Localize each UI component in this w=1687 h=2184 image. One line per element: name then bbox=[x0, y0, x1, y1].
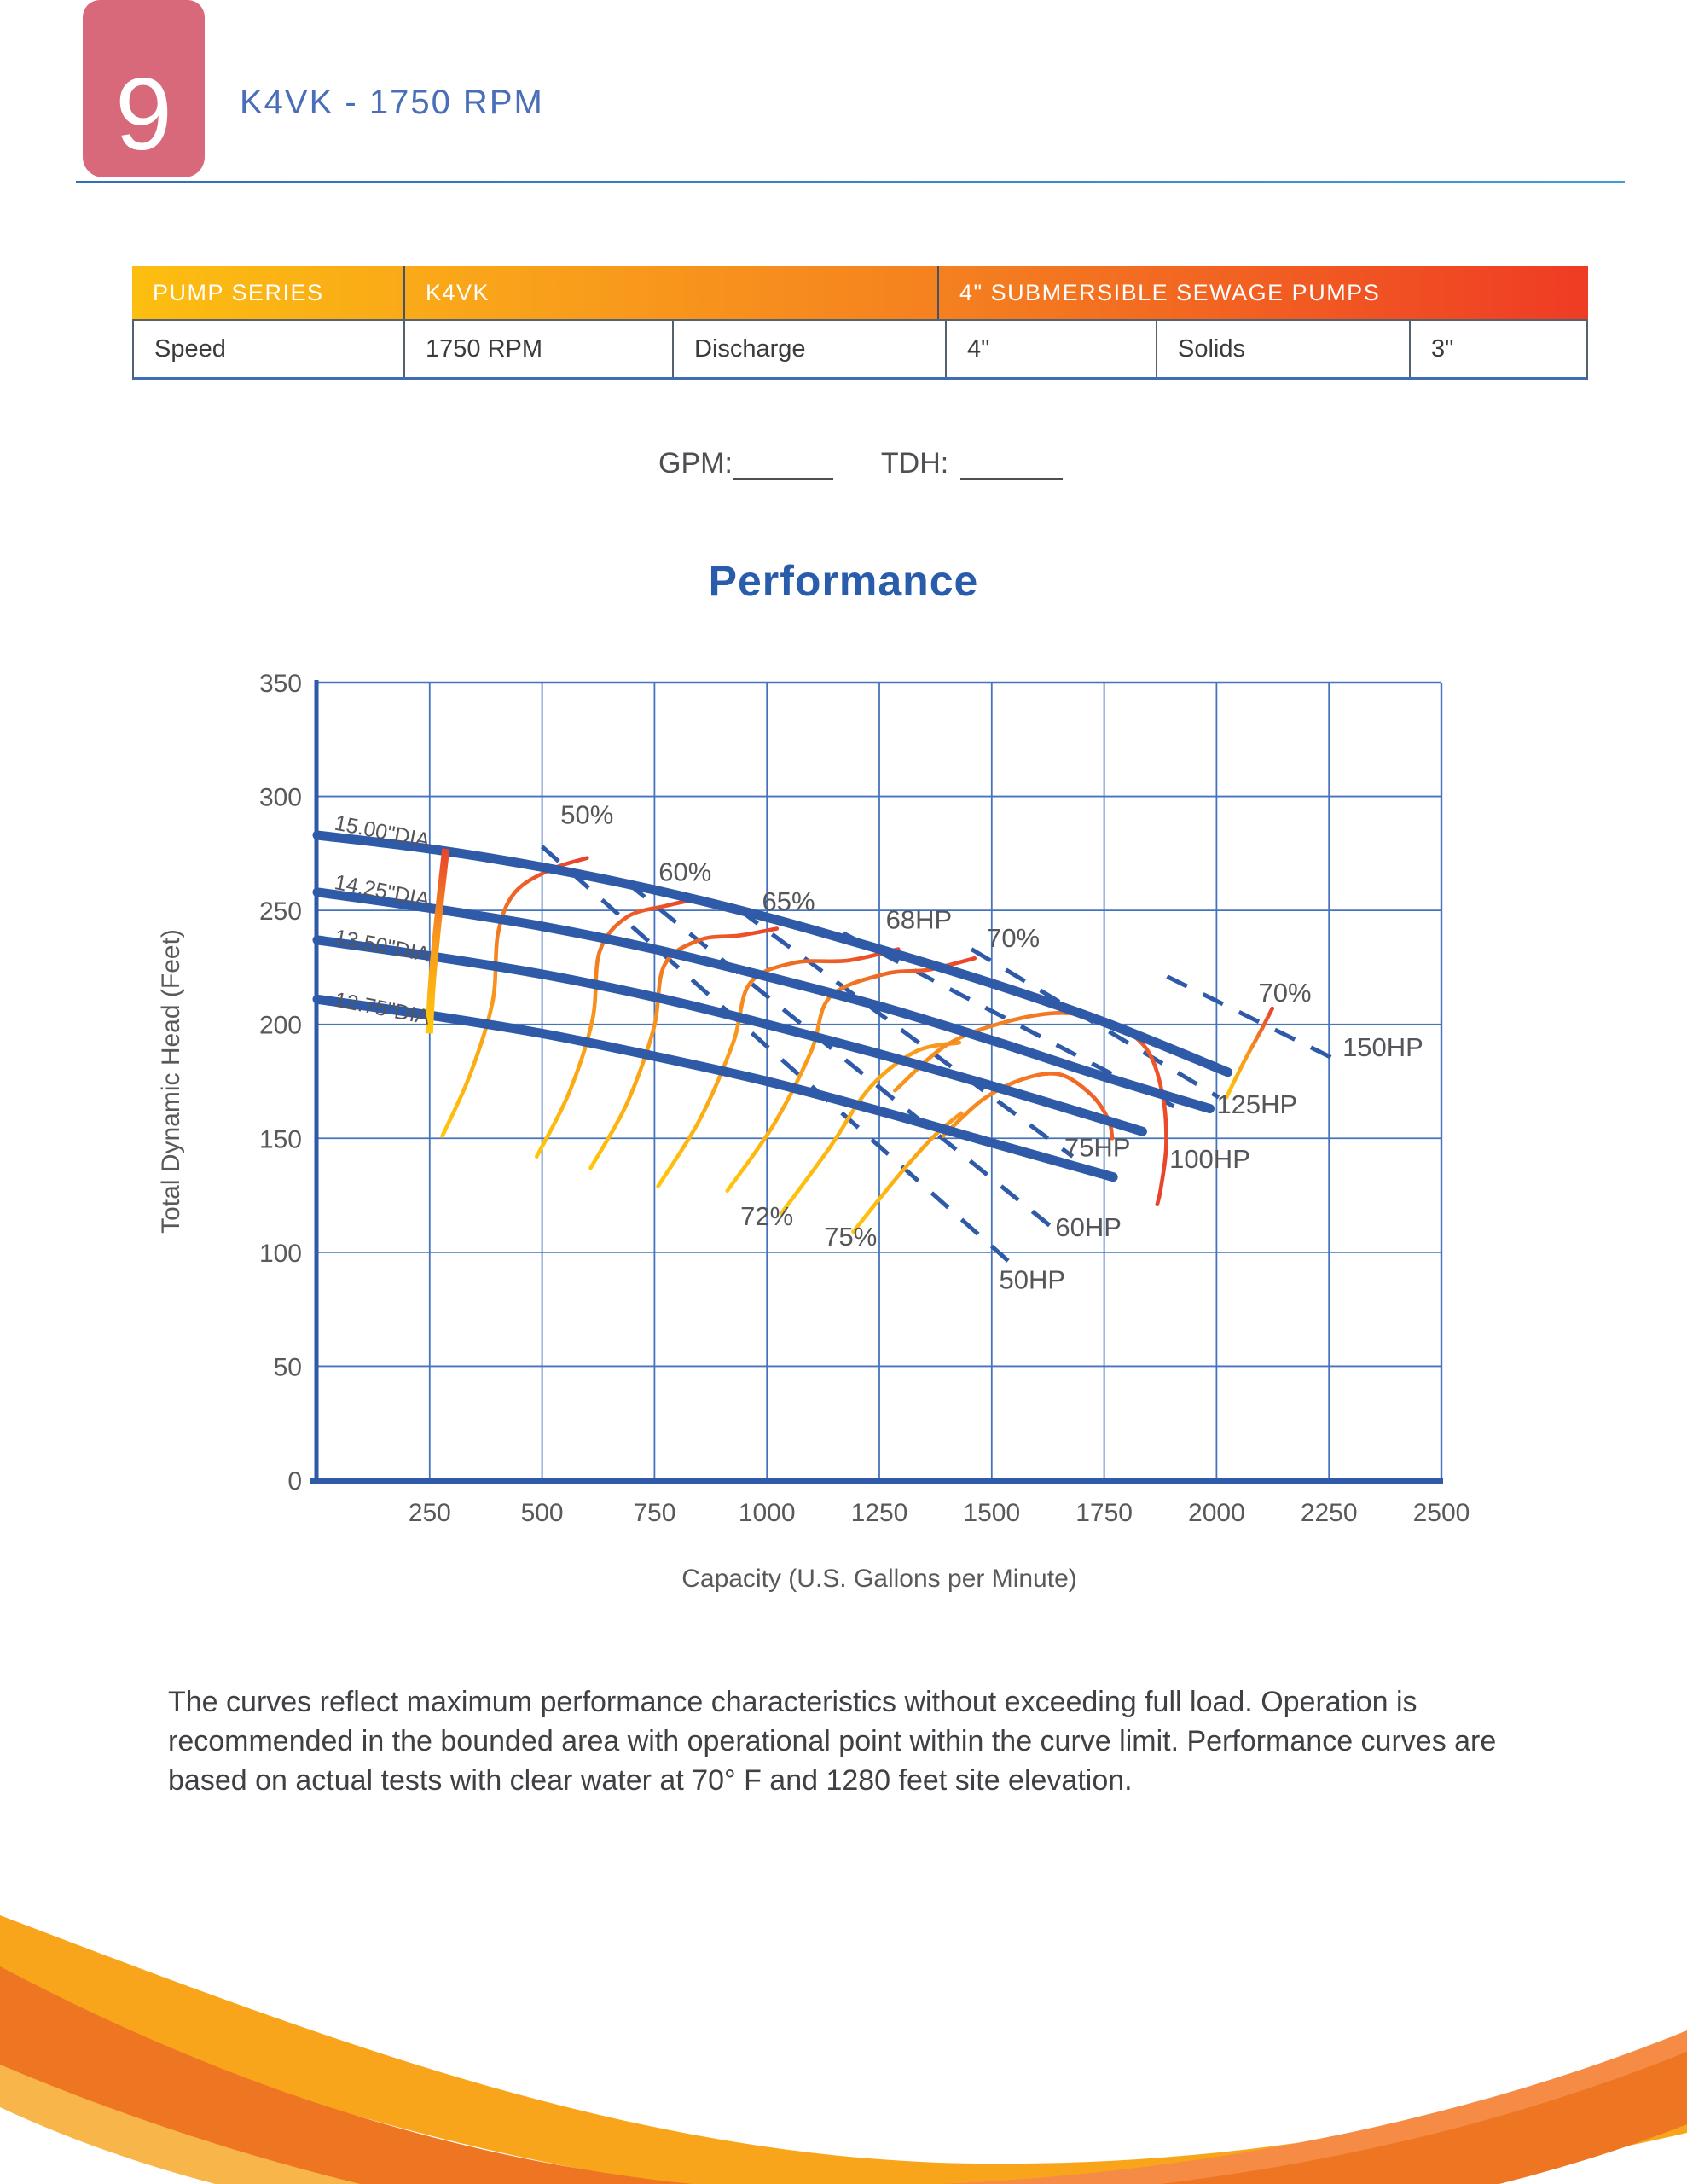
page-number: 9 bbox=[115, 57, 172, 171]
spec-cell-discharge-value: 4" bbox=[945, 321, 1156, 377]
power-limit-label: 125HP bbox=[1216, 1089, 1298, 1119]
x-tick-label: 1500 bbox=[963, 1499, 1021, 1527]
head-curve-label: 14.25"DIA bbox=[332, 870, 432, 913]
spec-header-pump-type: 4" SUBMERSIBLE SEWAGE PUMPS bbox=[937, 266, 1588, 319]
spec-header-series-value: K4VK bbox=[403, 266, 937, 319]
chart-labels bbox=[157, 670, 1470, 1593]
x-tick-label: 1250 bbox=[850, 1499, 908, 1527]
chart-grid bbox=[317, 682, 1441, 1480]
spec-cell-speed-label: Speed bbox=[154, 334, 226, 363]
power-limit-label: 100HP bbox=[1169, 1144, 1250, 1175]
tdh-blank-field bbox=[960, 450, 1063, 480]
efficiency-label: 65% bbox=[762, 886, 815, 917]
y-tick-label: 150 bbox=[258, 1125, 302, 1154]
y-tick-label: 100 bbox=[258, 1239, 302, 1268]
spec-table-data-row bbox=[132, 319, 1588, 380]
x-tick-label: 1000 bbox=[738, 1499, 796, 1527]
spec-cell-discharge-label: Discharge bbox=[672, 321, 945, 377]
spec-table-header-row bbox=[132, 266, 1588, 319]
efficiency-label: 70% bbox=[1258, 978, 1312, 1008]
performance-chart-svg bbox=[154, 648, 1527, 1621]
efficiency-curve-50%-0 bbox=[443, 858, 588, 1136]
spec-header-pump-series: PUMP SERIES bbox=[153, 279, 324, 305]
y-tick-label: 200 bbox=[258, 1011, 302, 1040]
header-rule bbox=[76, 181, 1625, 183]
x-tick-label: 2000 bbox=[1188, 1499, 1245, 1527]
footer-note: The curves reflect maximum performance characteristics without exceeding full load. Operation is recommended in the bounded area with operational point within the curve limit. Performance curves are based on actual tests with clear water at 70° F and 1280 feet site elevation. bbox=[168, 1686, 1497, 1798]
spec-cell-solids-label: Solids bbox=[1156, 321, 1409, 377]
x-tick-label: 250 bbox=[408, 1499, 451, 1527]
x-tick-label: 500 bbox=[520, 1499, 564, 1527]
gpm-blank-field bbox=[733, 450, 833, 480]
efficiency-label: 70% bbox=[987, 922, 1041, 953]
chart-title: Performance bbox=[708, 557, 979, 605]
head-curve-label: 12.75"DIA bbox=[332, 987, 432, 1030]
x-tick-label: 2250 bbox=[1300, 1499, 1358, 1527]
x-tick-label: 1750 bbox=[1075, 1499, 1133, 1527]
power-limit-label: 50HP bbox=[999, 1264, 1066, 1295]
y-tick-label: 50 bbox=[273, 1353, 302, 1382]
efficiency-label: 72% bbox=[740, 1200, 794, 1231]
head-curve-label: 15.00"DIA bbox=[332, 810, 432, 853]
operating-point-line bbox=[658, 447, 1063, 480]
power-limit-label: 75HP bbox=[1064, 1132, 1131, 1163]
x-tick-label: 2500 bbox=[1412, 1499, 1470, 1527]
gpm-label: GPM: bbox=[658, 447, 733, 479]
efficiency-label: 60% bbox=[658, 857, 712, 887]
x-axis-title: Capacity (U.S. Gallons per Minute) bbox=[681, 1565, 1077, 1593]
y-tick-label: 300 bbox=[258, 783, 302, 812]
spec-cell-solids-value: 3" bbox=[1409, 321, 1583, 377]
y-tick-label: 250 bbox=[258, 897, 302, 926]
performance-chart bbox=[154, 648, 1527, 1621]
x-tick-label: 750 bbox=[633, 1499, 676, 1527]
head-curve-15.00"DIA bbox=[317, 835, 1228, 1072]
efficiency-label: 75% bbox=[824, 1221, 878, 1252]
efficiency-label: 50% bbox=[560, 799, 614, 830]
efficiency-label: 68HP bbox=[885, 904, 953, 935]
page-number-badge bbox=[83, 0, 205, 177]
efficiency-curve-70%-7 bbox=[1226, 1008, 1272, 1097]
spec-cell-speed-value: 1750 RPM bbox=[403, 321, 672, 377]
y-tick-label: 0 bbox=[287, 1467, 302, 1496]
y-axis-title: Total Dynamic Head (Feet) bbox=[157, 929, 185, 1234]
spec-table bbox=[132, 266, 1588, 380]
power-limit-label: 150HP bbox=[1342, 1032, 1423, 1063]
tdh-label: TDH: bbox=[880, 447, 949, 479]
head-curve-label: 13.50"DIA bbox=[332, 925, 432, 967]
power-limit-label: 60HP bbox=[1055, 1212, 1122, 1243]
page-title: K4VK - 1750 RPM bbox=[240, 84, 544, 121]
y-tick-label: 350 bbox=[258, 670, 302, 698]
footer-swoosh bbox=[0, 1868, 1687, 2184]
